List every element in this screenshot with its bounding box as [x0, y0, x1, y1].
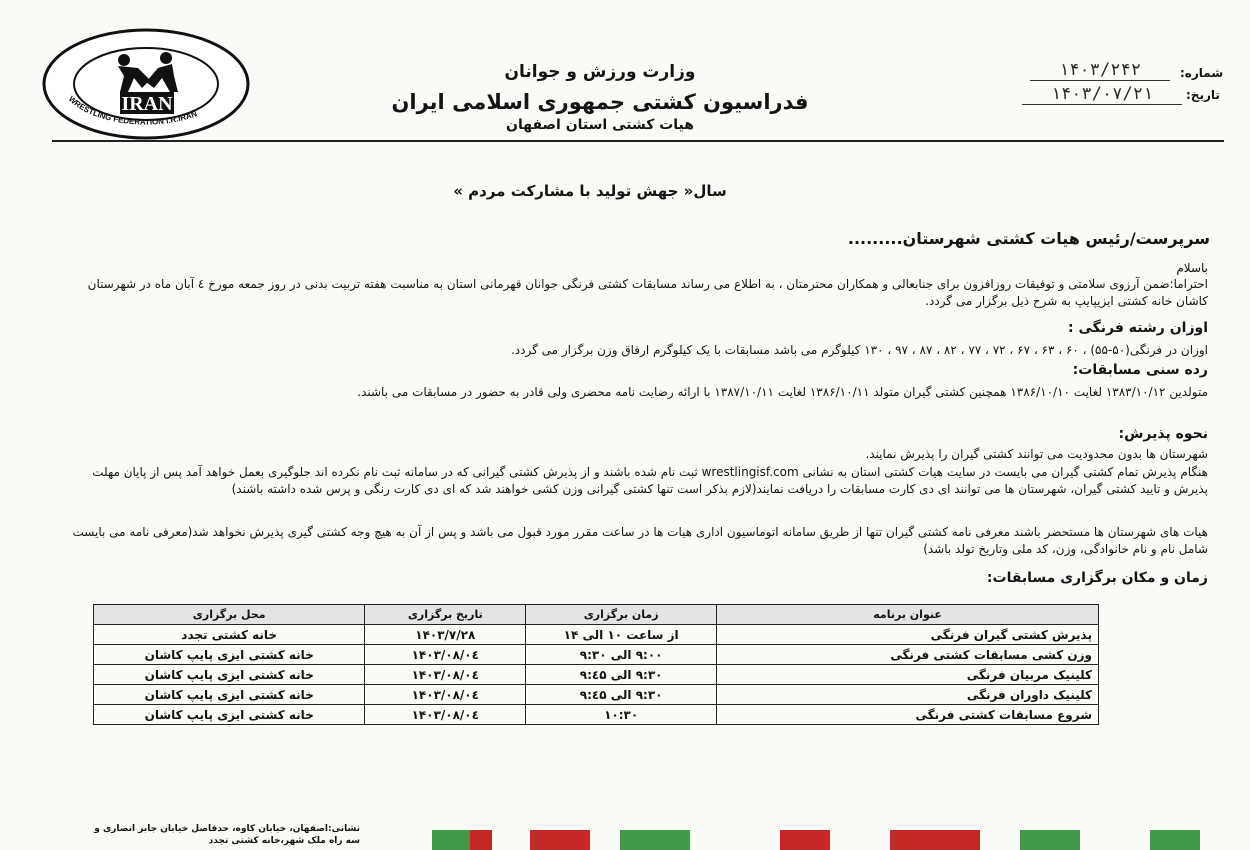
date-label: تاریخ: — [1186, 88, 1220, 102]
federation-logo — [42, 28, 254, 140]
footer-flag-red-4 — [890, 830, 980, 850]
addressee: سرپرست/رئیس هیات کشتی شهرستان......... — [847, 229, 1210, 248]
table-row — [94, 645, 1099, 665]
admission-text-2: هنگام پذیرش تمام کشتی گیران می بایست در سایت هیات کشتی استان به نشانی wrestlingisf.com ثبت نام شده باشند و از پذیرش کشتی گیرانی که در سامانه ثبت نام نکرده اند جلوگیری بعمل خواهد آمد پس از پایان مهلت پذیرش و تایید کشتی گیران، شهرستان ها می توانند ای دی کارت مسابقات را دریافت نمایند(لازم بذکر است تنها کشتی گیرانی وزن کشی خواهند شد که ای دی کارت رنگی و پرس شده داشته باشند) — [92, 465, 1208, 496]
date-value: ۱۴۰۳/۰۷/۲۱ — [1022, 84, 1182, 105]
cell-date: ۱۴۰۳/۰۸/۰٤ — [365, 645, 526, 665]
cell-date: ۱۴۰۳/۰۸/۰٤ — [365, 685, 526, 705]
footer-address — [60, 823, 360, 847]
weights-heading: اوزان رشته فرنگی : — [1068, 320, 1208, 336]
address-line-1: نشانی:اصفهان، خیابان کاوه، حدفاصل خیابان جابر انصاری و — [94, 824, 360, 834]
footer-flag-green-3 — [1020, 830, 1080, 850]
footer-flag-red-3 — [780, 830, 830, 850]
address-line-2: سه راه ملک شهر،خانه کشتی تجدد — [208, 836, 360, 846]
cell-time: ۹:۰۰ الی ۹:۳۰ — [526, 645, 717, 665]
cell-location: خانه کشتی ایزی پایپ کاشان — [94, 665, 365, 685]
column-header-date: تاریخ برگزاری — [365, 605, 526, 625]
admission-text-3: هیات های شهرستان ها مستحضر باشند معرفی نامه کشتی گیران تنها از طریق سامانه اتوماسیون اداری هیات ها در ساعت مقرر مورد قبول می باشد و پس از آن به هیچ وجه کشتی گیری پذیرش نخواهد شد(معرفی نامه می بایست شامل نام و نام خانوادگی، وزن، کد ملی وتاریخ تولد باشد) — [72, 525, 1208, 556]
footer-flag-red-1 — [470, 830, 492, 850]
age-text: متولدین ۱۳۸۳/۱۰/۱۲ لغایت ۱۳۸۶/۱۰/۱۰ همچنین کشتی گیران متولد ۱۳۸۶/۱۰/۱۱ لغایت ۱۳۸۷/۱۰/۱۱ با ارائه رضایت نامه محضری ولی قادر به حضور در مسابقات می باشند. — [357, 385, 1208, 399]
number-label: شماره: — [1180, 66, 1224, 80]
admission-text-1: شهرستان ها بدون محدودیت می توانند کشتی گیران را پذیرش نمایند. — [865, 447, 1208, 461]
age-heading: رده سنی مسابقات: — [1072, 362, 1208, 378]
cell-date: ۱۴۰۳/۰۸/۰٤ — [365, 665, 526, 685]
table-header-row — [94, 605, 1099, 625]
cell-date: ۱۴۰۳/۷/۲۸ — [365, 625, 526, 645]
number-value: ۱۴۰۳/۲۴۲ — [1030, 60, 1170, 81]
cell-time: ۱۰:۳۰ — [526, 705, 717, 725]
cell-program: پذیرش کشتی گیران فرنگی — [717, 625, 1099, 645]
cell-date: ۱۴۰۳/۰۸/۰٤ — [365, 705, 526, 725]
cell-location: خانه کشتی تجدد — [94, 625, 365, 645]
ministry-title: وزارت ورزش و جوانان — [504, 62, 696, 82]
footer-flag-green-4 — [1150, 830, 1200, 850]
table-row — [94, 665, 1099, 685]
federation-title: فدراسیون کشتی جمهوری اسلامی ایران — [391, 90, 809, 114]
admission-heading: نحوه پذیرش: — [1118, 426, 1208, 442]
column-header-location: محل برگزاری — [94, 605, 365, 625]
cell-time: ۹:۳۰ الی ۹:٤۵ — [526, 665, 717, 685]
column-header-time: زمان برگزاری — [526, 605, 717, 625]
schedule-heading: زمان و مکان برگزاری مسابقات: — [986, 570, 1208, 586]
board-title: هیات کشتی استان اصفهان — [506, 117, 694, 133]
greeting: باسلام — [1176, 261, 1208, 275]
column-header-program: عنوان برنامه — [717, 605, 1099, 625]
cell-location: خانه کشتی ایزی پایپ کاشان — [94, 685, 365, 705]
year-slogan: سال« جهش تولید با مشارکت مردم » — [453, 182, 727, 200]
cell-location: خانه کشتی ایزی پایپ کاشان — [94, 645, 365, 665]
footer-flag-green-1 — [432, 830, 470, 850]
intro-paragraph: احتراما:ضمن آرزوی سلامتی و توفیقات روزافزون برای جنابعالی و همکاران محترمتان ، به اطلاع می رساند مسابقات کشتی فرنگی جوانان قهرمانی استان به مناسبت هفته تربیت بدنی در روز جمعه مورخ ٤ آبان ماه در شهرستان کاشان خانه کشتی ایزیپایپ به شرح ذیل برگزار می گردد. — [87, 277, 1208, 308]
cell-program: کلینیک داوران فرنگی — [717, 685, 1099, 705]
footer-flag-green-2 — [620, 830, 690, 850]
cell-program: کلینیک مربیان فرنگی — [717, 665, 1099, 685]
logo-ring-text: WRESTLING FEDERATION I.R.IRAN — [66, 94, 199, 127]
footer-flag-red-2 — [530, 830, 590, 850]
table-row — [94, 625, 1099, 645]
table-row — [94, 705, 1099, 725]
header-divider — [52, 140, 1224, 142]
cell-program: وزن کشی مسابقات کشتی فرنگی — [717, 645, 1099, 665]
schedule-table — [93, 604, 1099, 725]
cell-time: ۹:۳۰ الی ۹:٤۵ — [526, 685, 717, 705]
cell-time: از ساعت ۱۰ الی ۱۴ — [526, 625, 717, 645]
cell-program: شروع مسابقات کشتی فرنگی — [717, 705, 1099, 725]
table-row — [94, 685, 1099, 705]
logo-text: IRAN — [121, 93, 173, 115]
weights-text: اوزان در فرنگی(۵۰-۵۵) ، ۶۰ ، ۶۳ ، ۶۷ ، ۷۲ ، ۷۷ ، ۸۲ ، ۸۷ ، ۹۷ ، ۱۳۰ کیلوگرم می باشد مسابقات با یک کیلوگرم ارفاق وزن برگزار می گردد. — [510, 343, 1208, 357]
cell-location: خانه کشتی ایزی پایپ کاشان — [94, 705, 365, 725]
